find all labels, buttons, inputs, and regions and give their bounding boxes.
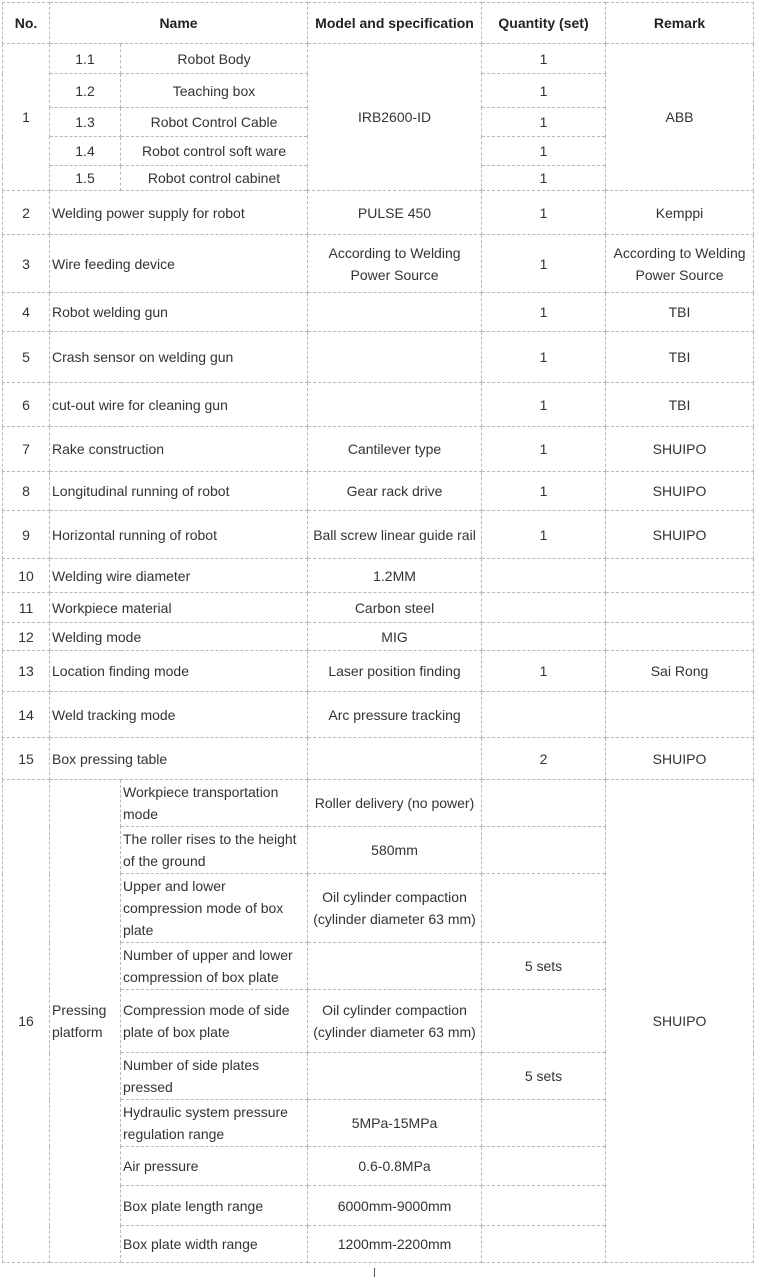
- row-qty: 1: [482, 511, 606, 559]
- row-name: Pressing platform: [50, 780, 121, 1263]
- row-remark: [606, 593, 754, 623]
- sub-qty: 1: [482, 74, 606, 108]
- header-row: [3, 3, 754, 44]
- sub-name: The roller rises to the height of the ground: [121, 827, 308, 874]
- row-no: 9: [3, 511, 50, 559]
- sub-no: 1.3: [50, 108, 121, 137]
- row-qty: 1: [482, 383, 606, 427]
- row-qty: 1: [482, 235, 606, 293]
- sub-qty: [482, 990, 606, 1053]
- sub-name: Robot control soft ware: [121, 137, 308, 166]
- table-row: [3, 472, 754, 511]
- sub-name: Number of upper and lower compression of box plate: [121, 943, 308, 990]
- sub-model: 6000mm-9000mm: [308, 1186, 482, 1226]
- text-cursor: [374, 1268, 375, 1277]
- row-remark: [606, 559, 754, 593]
- row-name: Box pressing table: [50, 738, 308, 780]
- sub-name: Robot control cabinet: [121, 166, 308, 191]
- sub-qty: [482, 1186, 606, 1226]
- row-name: cut-out wire for cleaning gun: [50, 383, 308, 427]
- row-no: 10: [3, 559, 50, 593]
- row-name: Robot welding gun: [50, 293, 308, 332]
- sub-name: Upper and lower compression mode of box plate: [121, 874, 308, 943]
- row-no: 5: [3, 332, 50, 383]
- table-row: [3, 623, 754, 651]
- row-model: [308, 738, 482, 780]
- row-model: Gear rack drive: [308, 472, 482, 511]
- row-qty: 1: [482, 427, 606, 472]
- row-qty: [482, 559, 606, 593]
- sub-qty: 1: [482, 166, 606, 191]
- row-qty: 1: [482, 472, 606, 511]
- table-row: [3, 593, 754, 623]
- sub-model: [308, 943, 482, 990]
- row-name: Welding wire diameter: [50, 559, 308, 593]
- row-no: 8: [3, 472, 50, 511]
- sub-name: Box plate length range: [121, 1186, 308, 1226]
- sub-no: 1.1: [50, 44, 121, 74]
- sub-name: Teaching box: [121, 74, 308, 108]
- row-remark: Sai Rong: [606, 651, 754, 692]
- row-name: Horizontal running of robot: [50, 511, 308, 559]
- row-remark: SHUIPO: [606, 511, 754, 559]
- sub-name: Robot Body: [121, 44, 308, 74]
- row-no: 11: [3, 593, 50, 623]
- row-remark: ABB: [606, 44, 754, 191]
- header-remark: Remark: [606, 3, 754, 44]
- sub-model: Oil cylinder compaction (cylinder diameter 63 mm): [308, 990, 482, 1053]
- row-no: 7: [3, 427, 50, 472]
- row-no: 1: [3, 44, 50, 191]
- row-no: 3: [3, 235, 50, 293]
- sub-model: 1200mm-2200mm: [308, 1226, 482, 1263]
- sub-qty: [482, 874, 606, 943]
- row-no: 6: [3, 383, 50, 427]
- sub-model: 0.6-0.8MPa: [308, 1147, 482, 1186]
- row-qty: 1: [482, 651, 606, 692]
- sub-qty: [482, 1147, 606, 1186]
- row-model: MIG: [308, 623, 482, 651]
- row-remark: Kemppi: [606, 191, 754, 235]
- row-no: 15: [3, 738, 50, 780]
- table-row: [3, 293, 754, 332]
- sub-no: 1.2: [50, 74, 121, 108]
- row-name: Wire feeding device: [50, 235, 308, 293]
- row-no: 13: [3, 651, 50, 692]
- table-row: [3, 738, 754, 780]
- row-model: [308, 383, 482, 427]
- row-remark: SHUIPO: [606, 472, 754, 511]
- table-row: [3, 427, 754, 472]
- sub-model: [308, 1053, 482, 1100]
- row-remark: TBI: [606, 332, 754, 383]
- row-remark: According to Welding Power Source: [606, 235, 754, 293]
- sub-model: 5MPa-15MPa: [308, 1100, 482, 1147]
- table-row: [3, 651, 754, 692]
- row-no: 12: [3, 623, 50, 651]
- row-model: IRB2600-ID: [308, 44, 482, 191]
- table-row: [3, 692, 754, 738]
- row-no: 16: [3, 780, 50, 1263]
- sub-model: 580mm: [308, 827, 482, 874]
- sub-name: Hydraulic system pressure regulation range: [121, 1100, 308, 1147]
- sub-no: 1.5: [50, 166, 121, 191]
- sub-qty: 1: [482, 44, 606, 74]
- row-model: [308, 332, 482, 383]
- row-name: Rake construction: [50, 427, 308, 472]
- row-qty: 1: [482, 293, 606, 332]
- row-remark: SHUIPO: [606, 780, 754, 1263]
- table-row: [3, 235, 754, 293]
- sub-name: Robot Control Cable: [121, 108, 308, 137]
- sub-qty: 1: [482, 108, 606, 137]
- row-name: Welding mode: [50, 623, 308, 651]
- row-model: Arc pressure tracking: [308, 692, 482, 738]
- sub-name: Box plate width range: [121, 1226, 308, 1263]
- table-row: [3, 559, 754, 593]
- header-no: No.: [3, 3, 50, 44]
- row-qty: [482, 623, 606, 651]
- row-model: Carbon steel: [308, 593, 482, 623]
- sub-qty: 1: [482, 137, 606, 166]
- sub-qty: 5 sets: [482, 1053, 606, 1100]
- header-quantity: Quantity (set): [482, 3, 606, 44]
- row-name: Weld tracking mode: [50, 692, 308, 738]
- row-no: 14: [3, 692, 50, 738]
- header-name: Name: [50, 3, 308, 44]
- row-no: 2: [3, 191, 50, 235]
- row-name: Workpiece material: [50, 593, 308, 623]
- row-name: Location finding mode: [50, 651, 308, 692]
- row-qty: 2: [482, 738, 606, 780]
- row-model: [308, 293, 482, 332]
- sub-name: Number of side plates pressed: [121, 1053, 308, 1100]
- row-remark: TBI: [606, 383, 754, 427]
- row-remark: [606, 692, 754, 738]
- row-model: Laser position finding: [308, 651, 482, 692]
- sub-model: Oil cylinder compaction (cylinder diameter 63 mm): [308, 874, 482, 943]
- sub-model: Roller delivery (no power): [308, 780, 482, 827]
- sub-qty: [482, 780, 606, 827]
- row-no: 4: [3, 293, 50, 332]
- row-remark: SHUIPO: [606, 738, 754, 780]
- table-row: [3, 780, 754, 827]
- row-qty: 1: [482, 332, 606, 383]
- row-model: PULSE 450: [308, 191, 482, 235]
- table-row: [3, 191, 754, 235]
- sub-name: Workpiece transportation mode: [121, 780, 308, 827]
- row-name: Longitudinal running of robot: [50, 472, 308, 511]
- sub-qty: 5 sets: [482, 943, 606, 990]
- table-row: [3, 511, 754, 559]
- spec-table: [2, 2, 754, 1263]
- row-remark: SHUIPO: [606, 427, 754, 472]
- row-model: Cantilever type: [308, 427, 482, 472]
- sub-name: Compression mode of side plate of box plate: [121, 990, 308, 1053]
- row-remark: TBI: [606, 293, 754, 332]
- row-name: Welding power supply for robot: [50, 191, 308, 235]
- row-name: Crash sensor on welding gun: [50, 332, 308, 383]
- sub-name: Air pressure: [121, 1147, 308, 1186]
- row-model: 1.2MM: [308, 559, 482, 593]
- table-row: [3, 44, 754, 74]
- row-qty: [482, 692, 606, 738]
- row-qty: [482, 593, 606, 623]
- table-row: [3, 332, 754, 383]
- header-model: Model and specification: [308, 3, 482, 44]
- row-remark: [606, 623, 754, 651]
- row-model: Ball screw linear guide rail: [308, 511, 482, 559]
- row-model: According to Welding Power Source: [308, 235, 482, 293]
- table-row: [3, 383, 754, 427]
- sub-qty: [482, 1100, 606, 1147]
- sub-qty: [482, 1226, 606, 1263]
- row-qty: 1: [482, 191, 606, 235]
- sub-qty: [482, 827, 606, 874]
- sub-no: 1.4: [50, 137, 121, 166]
